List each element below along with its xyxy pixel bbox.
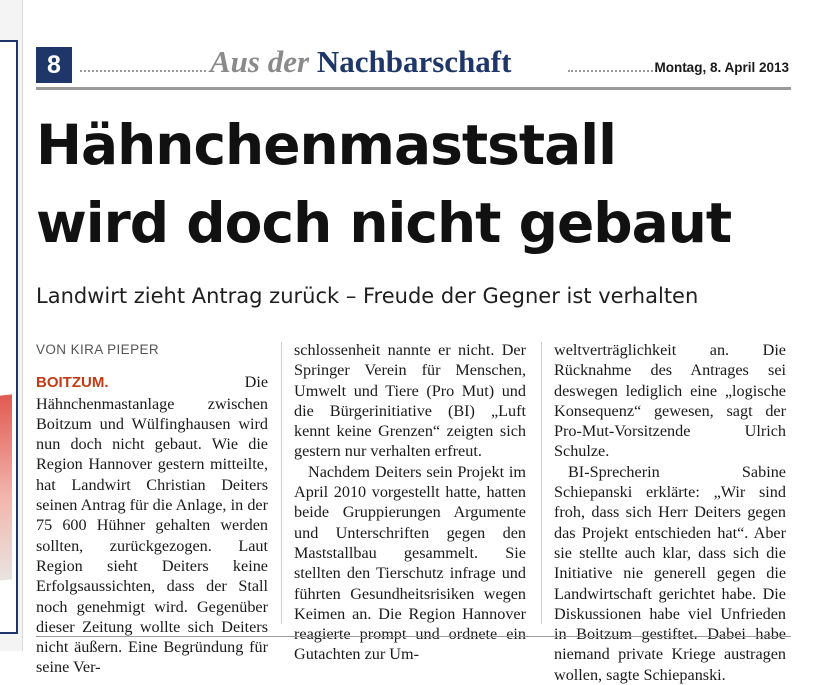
article-column-2 bbox=[294, 340, 526, 665]
article-headline bbox=[36, 106, 791, 262]
section-title-name: Nachbarschaft bbox=[316, 44, 512, 79]
article-paragraph: schlossenheit nannte er nicht. Der Springer Verein für Menschen, Umwelt und Tiere (Pro Mut) und die Bürgerinitiative (BI) „Luft kennt keine Grenzen“ zeigten sich gestern nur verhalten erfreut. bbox=[294, 341, 526, 461]
article-column-3 bbox=[554, 340, 786, 685]
page-header bbox=[36, 46, 791, 86]
article-subheadline: Landwirt zieht Antrag zurück – Freude der Gegner ist verhalten bbox=[36, 284, 699, 308]
column-separator bbox=[541, 342, 542, 624]
newspaper-page bbox=[36, 40, 791, 684]
article-byline: VON KIRA PIEPER bbox=[36, 342, 160, 357]
page-number-badge: 8 bbox=[36, 47, 72, 83]
section-title-prefix: Aus der bbox=[210, 44, 310, 79]
article-column-1 bbox=[36, 340, 268, 678]
article-paragraph: BI-Sprecherin Sabine Schiepanski erklärte: „Wir sind froh, dass sich Herr Deiters gegen das Projekt entschieden hat“. Aber sie stellte auch klar, dass sich die Initiative nie generell gegen die Landwirtschaft gerichtet habe. Die Diskussionen habe viel Unfrieden in Boitzum gestiftet. Dabei habe niemand private Kriege austragen wollen, sagte Schiepanski. bbox=[554, 462, 786, 684]
paragraph-text: Die Hähnchenmastanlage zwischen Boitzum und Wülfinghausen wird nun doch nicht gebaut. Wie die Region Hannover gestern mitteilte, hat Landwirt Christian Deiters seinen Antrag für die Anlage, in der 75 600 Hühner gehalten werden sollten, zurückgezogen. Laut Region sieht Deiters keine Erfolgsaussichten, dass der Stall noch genehmigt wird. Gegenüber dieser Zeitung wollte sich Deiters nicht äußern. Eine Begründung für seine Ver- bbox=[36, 373, 268, 677]
article-dateline: BOITZUM. bbox=[36, 374, 109, 392]
header-rule bbox=[36, 87, 791, 90]
adjacent-page-image bbox=[0, 394, 12, 580]
adjacent-page-edge bbox=[0, 0, 23, 651]
page-bottom-rule bbox=[36, 636, 791, 637]
headline-line-1: Hähnchenmaststall bbox=[36, 113, 616, 177]
article-paragraph bbox=[36, 372, 268, 677]
column-separator bbox=[281, 342, 282, 624]
header-dotted-rule-left bbox=[80, 70, 206, 72]
article-paragraph: Nachdem Deiters sein Projekt im April 2010 vorgestellt hatte, hatten beide Gruppierungen Argumente und Unterschriften gegen den Maststallbau gesammelt. Sie stellten den Tierschutz infrage und führten Gesundheitsrisiken wegen Keimen an. Die Region Hannover reagierte prompt und ordnete ein Gutachten zur Um- bbox=[294, 462, 526, 664]
article-paragraph: weltverträglichkeit an. Die Rücknahme des Antrages sei deswegen lediglich eine „logische Konsequenz“ gewesen, sagt der Pro-Mut-Vorsitzende Ulrich Schulze. bbox=[554, 341, 786, 461]
headline-line-2: wird doch nicht gebaut bbox=[36, 191, 732, 255]
issue-date: Montag, 8. April 2013 bbox=[654, 60, 789, 75]
section-title bbox=[210, 44, 511, 80]
